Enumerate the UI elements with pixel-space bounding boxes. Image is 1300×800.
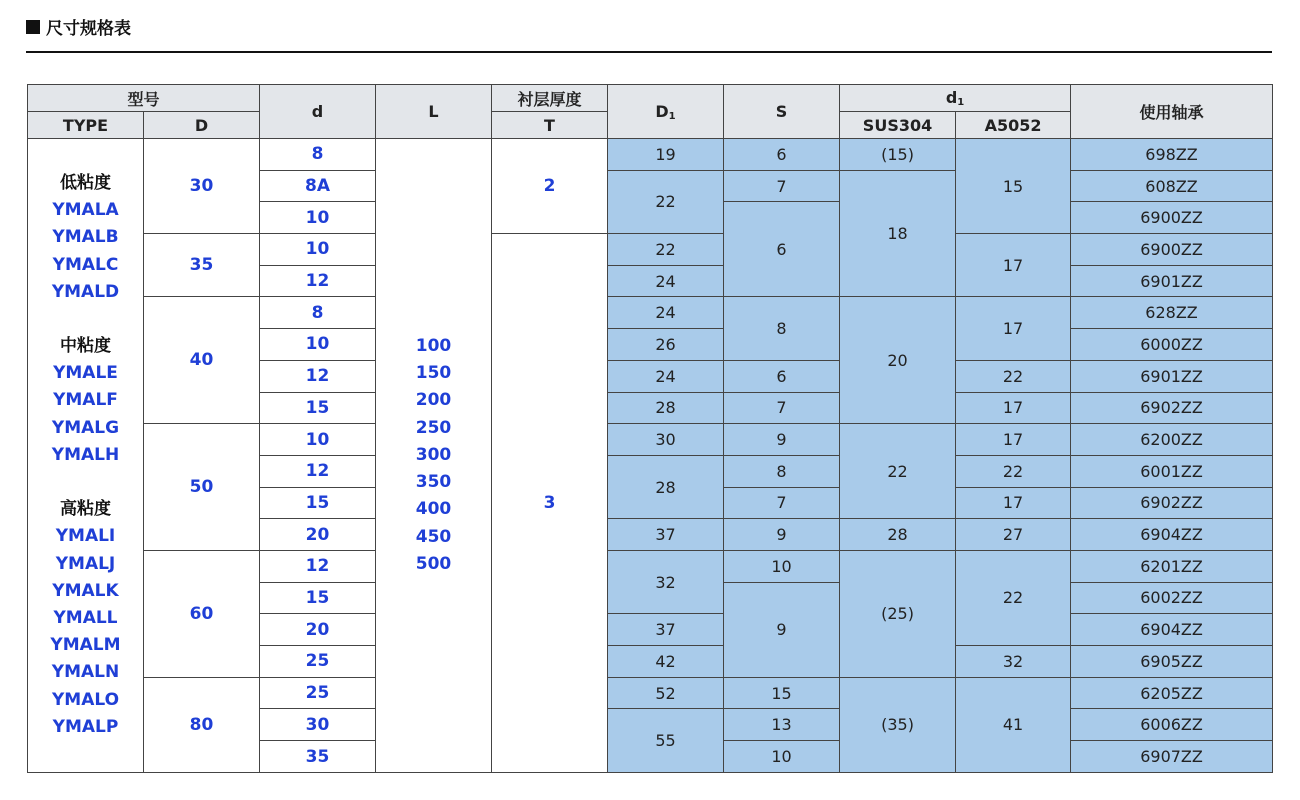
cell-D1: 37 <box>608 519 724 551</box>
cell-D1: 55 <box>608 709 724 773</box>
cell-L: 200 <box>415 390 452 411</box>
cell-a5052: 17 <box>956 392 1071 424</box>
cell-d: 25 <box>260 677 376 709</box>
cell-a5052: 41 <box>956 677 1071 772</box>
cell-bearing: 6200ZZ <box>1071 424 1273 456</box>
cell-D1: 19 <box>608 139 724 171</box>
cell-a5052: 17 <box>956 424 1071 456</box>
cell-d: 8 <box>260 139 376 171</box>
cell-L: 250 <box>415 417 452 438</box>
title-divider <box>26 51 1272 53</box>
type-model: YMALH <box>51 444 120 465</box>
section-title-text: 尺寸规格表 <box>46 19 131 39</box>
cell-a5052: 17 <box>956 297 1071 360</box>
cell-bearing: 698ZZ <box>1071 139 1273 171</box>
cell-d: 15 <box>260 582 376 614</box>
cell-D1: 26 <box>608 329 724 361</box>
cell-d: 12 <box>260 455 376 487</box>
cell-D1: 28 <box>608 455 724 518</box>
cell-D1: 22 <box>608 234 724 266</box>
cell-sus304: 18 <box>840 170 956 297</box>
cell-S: 9 <box>724 582 840 677</box>
cell-D1: 24 <box>608 360 724 392</box>
type-group-high: 高粘度 <box>60 499 111 520</box>
cell-bearing: 6006ZZ <box>1071 709 1273 741</box>
type-group-low: 低粘度 <box>60 173 111 194</box>
header-type: TYPE <box>28 112 144 139</box>
cell-S: 10 <box>724 741 840 773</box>
cell-D1: 37 <box>608 614 724 646</box>
cell-d: 20 <box>260 614 376 646</box>
type-model: YMALL <box>53 607 118 628</box>
cell-D1: 24 <box>608 297 724 329</box>
cell-bearing: 6900ZZ <box>1071 202 1273 234</box>
type-model: YMALB <box>52 227 119 248</box>
cell-bearing: 628ZZ <box>1071 297 1273 329</box>
cell-S: 13 <box>724 709 840 741</box>
cell-S: 10 <box>724 550 840 582</box>
cell-bearing: 6902ZZ <box>1071 487 1273 519</box>
cell-L: 400 <box>415 499 452 520</box>
cell-L: 500 <box>415 554 452 575</box>
header-D1: $D_1$ <box>608 85 724 139</box>
cell-T: 2 <box>492 139 608 234</box>
cell-sus304: (35) <box>840 677 956 772</box>
cell-sus304: 28 <box>840 519 956 551</box>
header-bearing: 使用轴承 <box>1071 85 1273 139</box>
cell-a5052: 32 <box>956 646 1071 678</box>
cell-bearing: 6905ZZ <box>1071 646 1273 678</box>
cell-bearing: 6907ZZ <box>1071 741 1273 773</box>
cell-D1: 30 <box>608 424 724 456</box>
cell-S: 6 <box>724 360 840 392</box>
cell-S: 7 <box>724 170 840 202</box>
cell-S: 9 <box>724 424 840 456</box>
cell-D: 35 <box>144 234 260 297</box>
cell-L: 150 <box>415 362 452 383</box>
cell-d: 10 <box>260 329 376 361</box>
cell-a5052: 15 <box>956 139 1071 234</box>
cell-L: 300 <box>415 444 452 465</box>
cell-D1: 24 <box>608 265 724 297</box>
cell-S: 7 <box>724 487 840 519</box>
spec-table <box>27 84 1273 773</box>
header-d1: $d_1$ <box>840 85 1071 112</box>
cell-bearing: 6001ZZ <box>1071 455 1273 487</box>
type-model: YMALA <box>52 200 119 221</box>
type-model: YMALK <box>52 580 119 601</box>
cell-d: 8A <box>260 170 376 202</box>
cell-S: 8 <box>724 455 840 487</box>
cell-L: 350 <box>415 472 452 493</box>
cell-S: 6 <box>724 139 840 171</box>
cell-bearing: 6901ZZ <box>1071 360 1273 392</box>
cell-d: 15 <box>260 392 376 424</box>
header-d: d <box>260 85 376 139</box>
cell-sus304: 20 <box>840 297 956 424</box>
type-model: YMALP <box>52 716 119 737</box>
type-model: YMALE <box>53 363 118 384</box>
header-D: D <box>144 112 260 139</box>
cell-D: 30 <box>144 139 260 234</box>
cell-a5052: 17 <box>956 234 1071 297</box>
cell-sus304: (15) <box>840 139 956 171</box>
header-liner-thickness: 衬层厚度 <box>492 85 608 112</box>
cell-D: 60 <box>144 550 260 677</box>
cell-d: 30 <box>260 709 376 741</box>
cell-S: 15 <box>724 677 840 709</box>
type-model: YMALN <box>51 662 120 683</box>
cell-T: 3 <box>492 234 608 773</box>
cell-bearing: 6900ZZ <box>1071 234 1273 266</box>
cell-d: 10 <box>260 202 376 234</box>
cell-bearing: 6201ZZ <box>1071 550 1273 582</box>
cell-D1: 28 <box>608 392 724 424</box>
type-model: YMALJ <box>55 553 116 574</box>
header-sus304: SUS304 <box>840 112 956 139</box>
square-bullet-icon <box>26 20 40 34</box>
cell-bearing: 6000ZZ <box>1071 329 1273 361</box>
cell-S: 7 <box>724 392 840 424</box>
cell-a5052: 17 <box>956 487 1071 519</box>
cell-d: 25 <box>260 646 376 678</box>
type-model: YMALM <box>50 635 121 656</box>
header-S: S <box>724 85 840 139</box>
cell-sus304: 22 <box>840 424 956 519</box>
type-model: YMALG <box>51 417 120 438</box>
type-group-mid: 中粘度 <box>60 336 111 357</box>
cell-bearing: 6205ZZ <box>1071 677 1273 709</box>
cell-bearing: 6002ZZ <box>1071 582 1273 614</box>
cell-d: 10 <box>260 424 376 456</box>
cell-D1: 32 <box>608 550 724 613</box>
cell-bearing: 6902ZZ <box>1071 392 1273 424</box>
header-a5052: A5052 <box>956 112 1071 139</box>
cell-S: 9 <box>724 519 840 551</box>
cell-a5052: 22 <box>956 360 1071 392</box>
cell-d: 20 <box>260 519 376 551</box>
cell-a5052: 22 <box>956 455 1071 487</box>
cell-bearing: 6901ZZ <box>1071 265 1273 297</box>
cell-a5052: 22 <box>956 550 1071 645</box>
cell-D: 50 <box>144 424 260 551</box>
cell-d: 8 <box>260 297 376 329</box>
cell-bearing: 6904ZZ <box>1071 519 1273 551</box>
type-model: YMALO <box>51 689 120 710</box>
cell-D: 80 <box>144 677 260 772</box>
cell-a5052: 27 <box>956 519 1071 551</box>
type-list <box>28 139 144 773</box>
cell-bearing: 6904ZZ <box>1071 614 1273 646</box>
cell-L-list <box>376 139 492 773</box>
type-model: YMALI <box>55 526 116 547</box>
cell-D: 40 <box>144 297 260 424</box>
cell-S: 6 <box>724 202 840 297</box>
cell-d: 15 <box>260 487 376 519</box>
cell-D1: 22 <box>608 170 724 233</box>
type-model: YMALC <box>52 254 119 275</box>
cell-D1: 42 <box>608 646 724 678</box>
cell-d: 35 <box>260 741 376 773</box>
type-model: YMALD <box>51 281 120 302</box>
cell-S: 8 <box>724 297 840 360</box>
cell-d: 12 <box>260 550 376 582</box>
cell-L: 100 <box>415 335 452 356</box>
section-title <box>26 14 131 39</box>
cell-sus304: (25) <box>840 550 956 677</box>
cell-d: 12 <box>260 360 376 392</box>
type-model: YMALF <box>53 390 118 411</box>
header-model: 型号 <box>28 85 260 112</box>
cell-D1: 52 <box>608 677 724 709</box>
cell-d: 12 <box>260 265 376 297</box>
header-L: L <box>376 85 492 139</box>
cell-bearing: 608ZZ <box>1071 170 1273 202</box>
cell-L: 450 <box>415 526 452 547</box>
header-T: T <box>492 112 608 139</box>
cell-d: 10 <box>260 234 376 266</box>
